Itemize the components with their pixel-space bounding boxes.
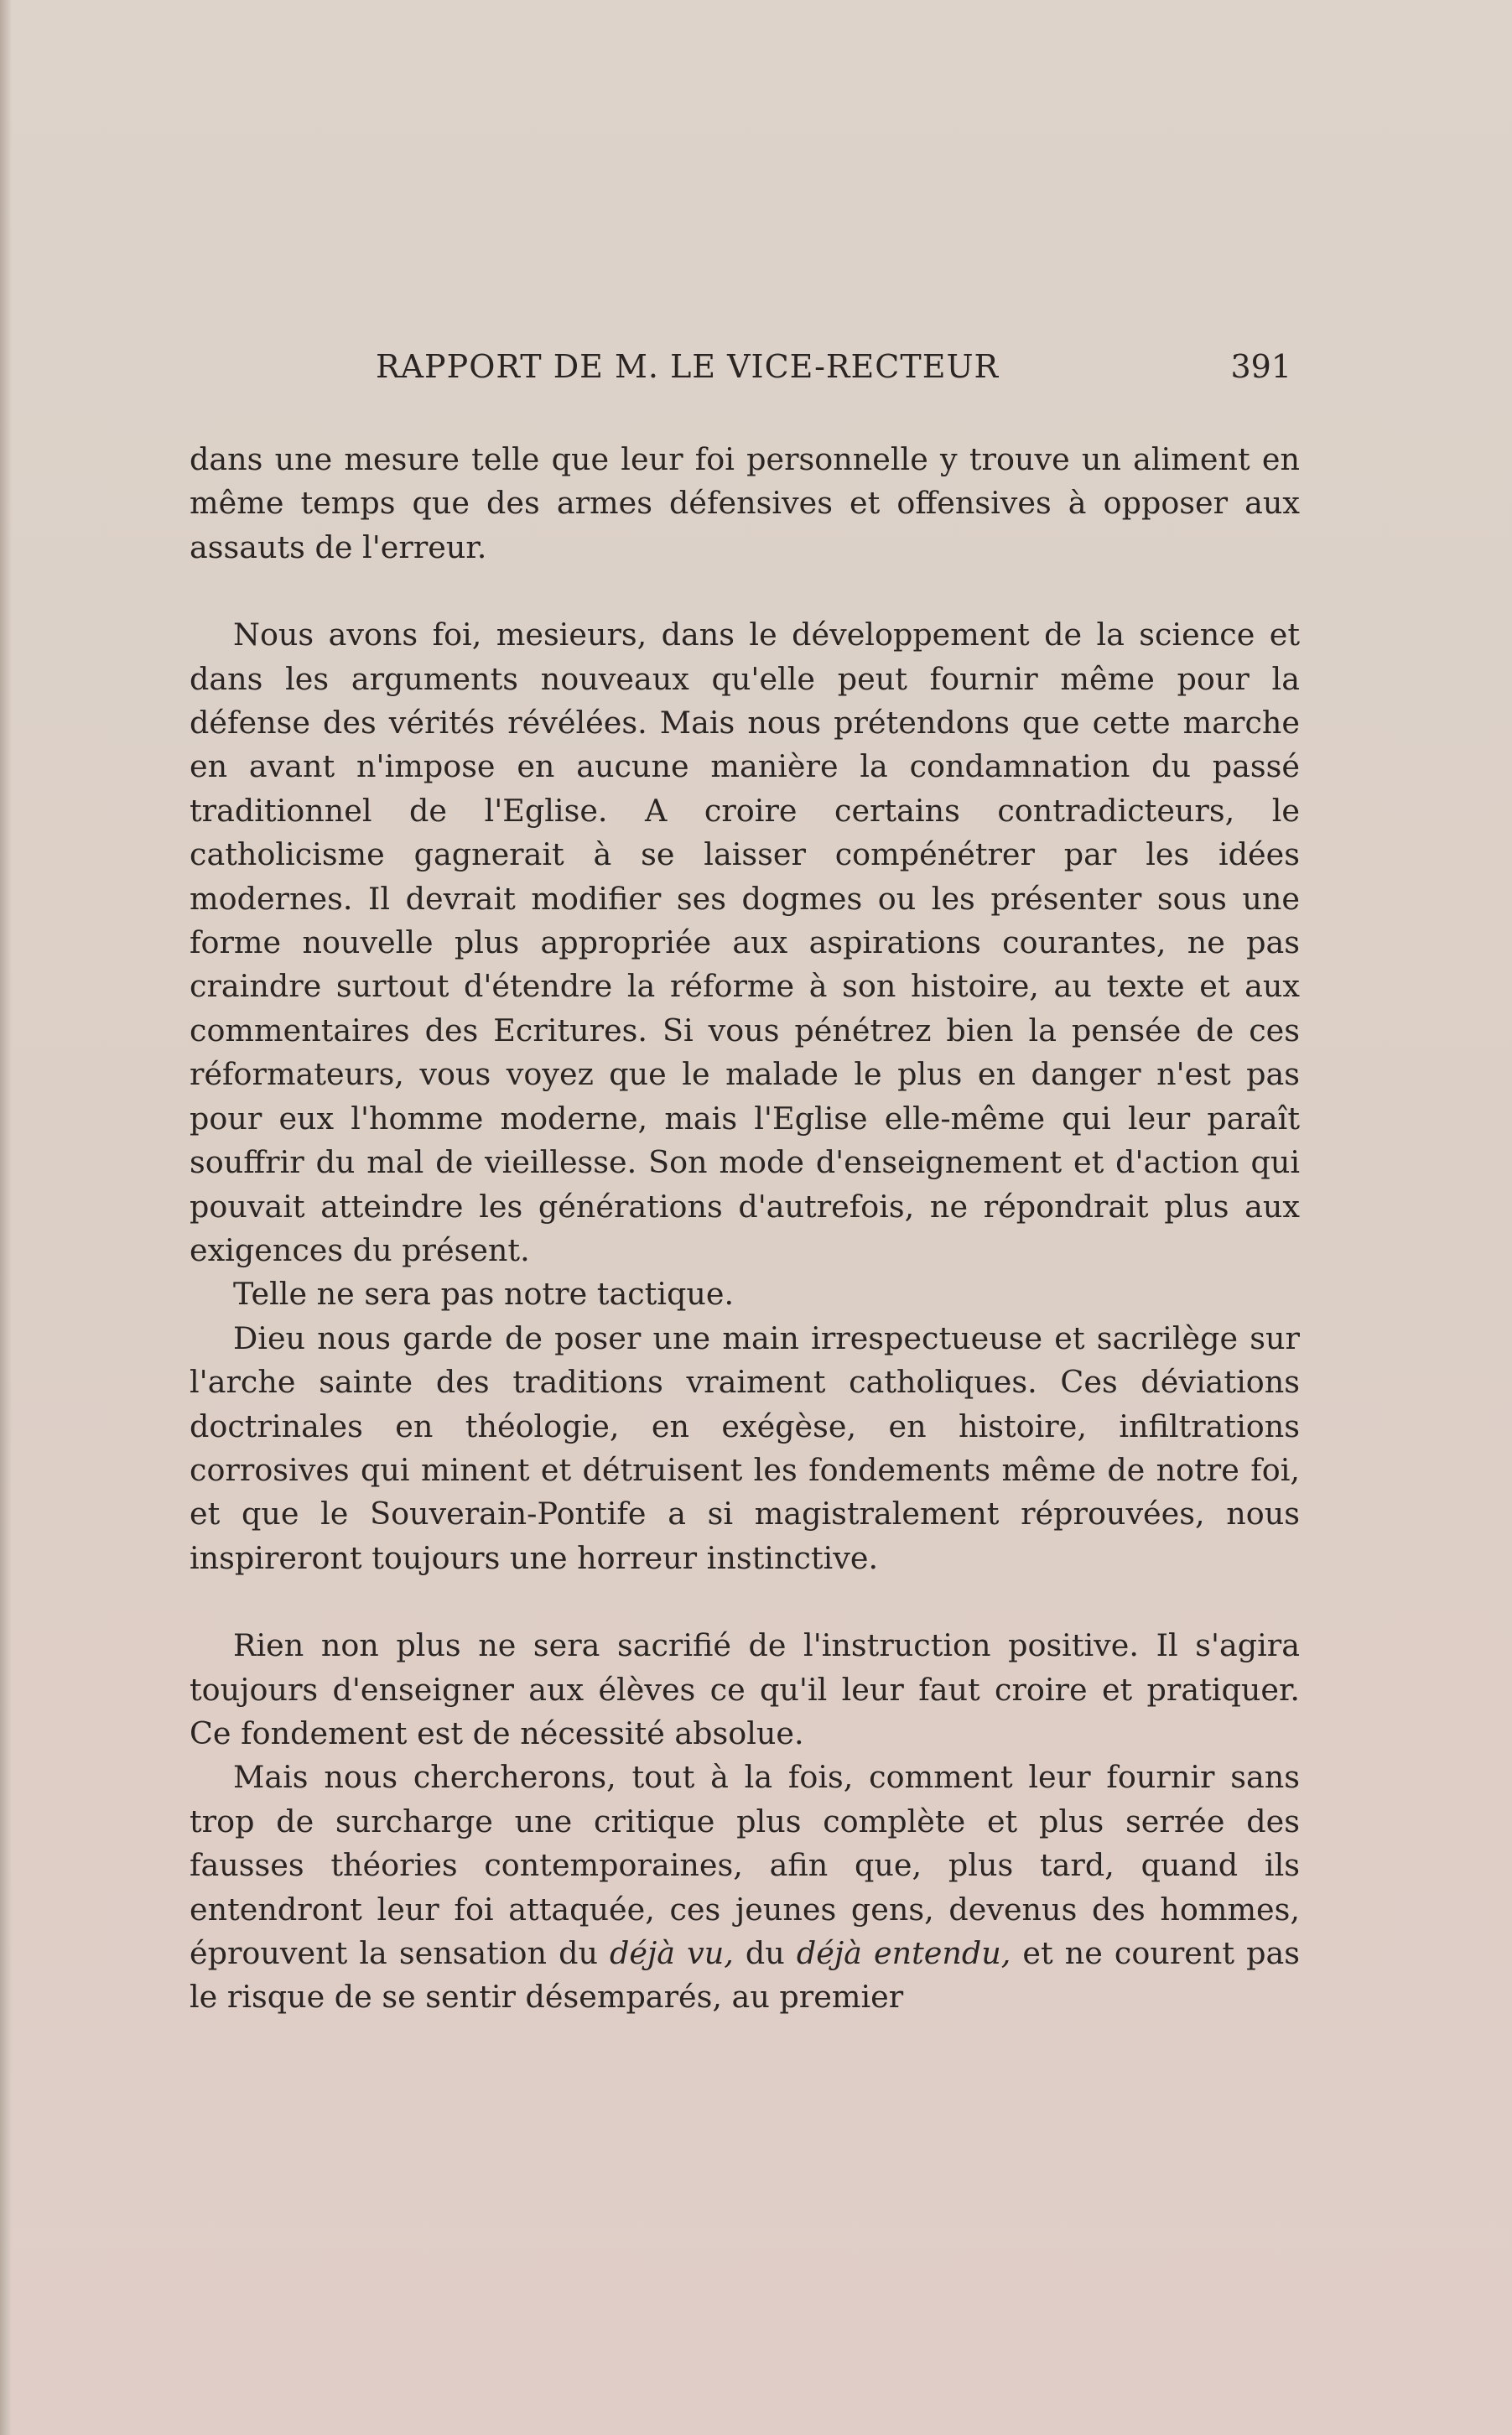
italic-phrase-deja-entendu: déjà entendu, xyxy=(796,1935,1011,1971)
paragraph-6-text-b: du xyxy=(733,1935,797,1971)
paragraph-4: Dieu nous garde de poser une main irrespectueuse et sacrilège sur l'arche sainte des traditions vraiment catholiques. Ces déviations doctrinales en théologie, en exégèse, en histoire, infiltrations corrosives qui minent et détruisent les fondements même de notre foi, et que le Souverain-Pontife a si magistralement réprouvées, nous inspireront toujours une horreur instinctive. xyxy=(190,1319,1300,1576)
running-head: RAPPORT DE M. LE VICE-RECTEUR xyxy=(376,348,1000,385)
page-header xyxy=(376,348,1291,395)
paragraph-6-text-c: et ne courent pas le risque de se sentir désemparés, au premier xyxy=(190,1935,1300,2016)
paragraph-6-text-a: Mais nous chercherons, tout à la fois, comment leur fournir sans trop de surcharge une critique plus complète et plus serrée des fausses théories contemporaines, afin que, plus tard, quand ils entendront leur foi attaquée, ces jeunes gens, devenus des hommes, éprouvent la sensation du xyxy=(190,1759,1300,1971)
paragraph-3: Telle ne sera pas notre tactique. xyxy=(233,1276,735,1313)
paragraph-1: dans une mesure telle que leur foi personnelle y trouve un aliment en même temps que des armes défensives et offensives à opposer aux assauts de l'erreur. xyxy=(190,441,1300,565)
italic-phrase-deja-vu: déjà vu, xyxy=(610,1935,734,1971)
paragraph-6 xyxy=(190,1756,1300,2019)
paragraph-5: Rien non plus ne sera sacrifié de l'instruction positive. Il s'agira toujours d'enseigner aux élèves ce qu'il leur faut croire et pratiquer. Ce fondement est de nécessité absolue. xyxy=(190,1627,1300,1751)
page-number: 391 xyxy=(1230,348,1291,385)
page-edge-shadow xyxy=(0,0,12,2435)
body-text xyxy=(190,438,1300,2020)
paragraph-2: Nous avons foi, mesieurs, dans le développement de la science et dans les arguments nouveaux qu'elle peut fournir même pour la défense des vérités révélées. Mais nous prétendons que cette marche en avant n'impose en aucune manière la condamnation du passé traditionnel de l'Eglise. A croire certains contradicteurs, le catholicisme gagnerait à se laisser compénétrer par les idées modernes. Il devrait modifier ses dogmes ou les présenter sous une forme nouvelle plus appropriée aux aspirations courantes, ne pas craindre surtout d'étendre la réforme à son histoire, au texte et aux commentaires des Ecritures. Si vous pénétrez bien la pensée de ces réformateurs, vous voyez que le malade le plus en danger n'est pas pour eux l'homme moderne, mais l'Eglise elle-même qui leur paraît souffrir du mal de vieillesse. Son mode d'enseignement et d'action qui pouvait atteindre les générations d'autrefois, ne répondrait plus aux exigences du présent. xyxy=(190,617,1300,1268)
